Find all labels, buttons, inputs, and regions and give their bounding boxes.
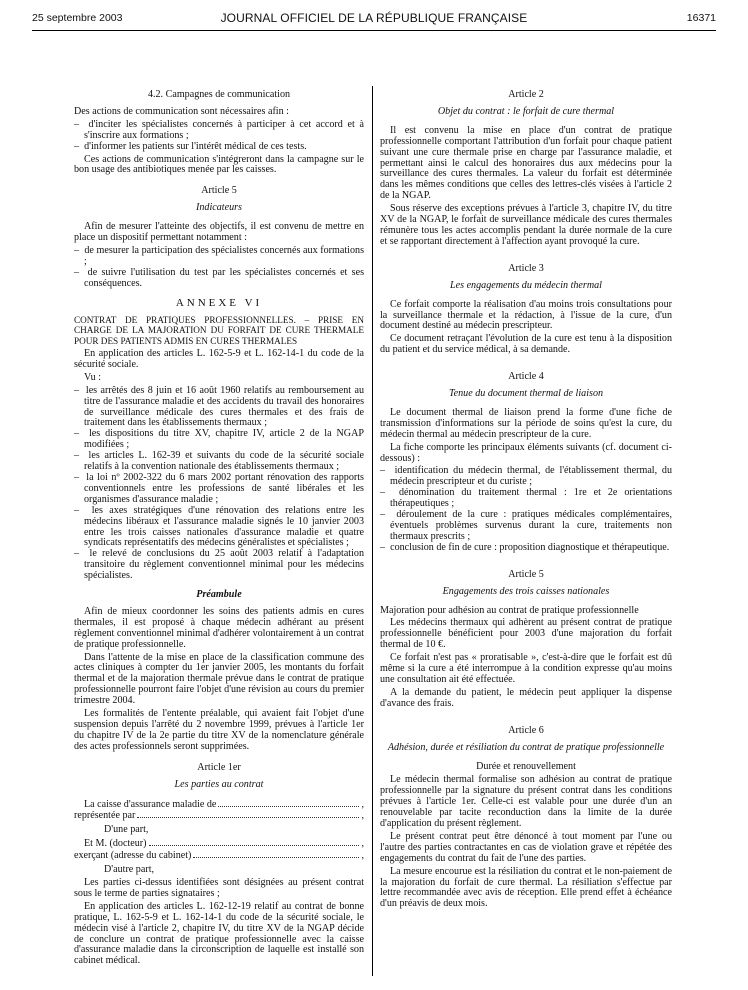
- annex-title: ANNEXE VI: [175, 296, 263, 309]
- header-rule: [32, 30, 716, 31]
- paragraph: A la demande du patient, le médecin peut appliquer la dispense d'avance des frais.: [380, 686, 672, 709]
- paragraph: En application des articles L. 162-12-19 relatif au contrat de bonne pratique, L. 162-5-9 et L. 162-14-1 du code de la sécurité sociale, le médecin visé à l'article 2, chapitre IV, du titre XV de la NGAP décide de conclure un contrat de pratique professionnelle avec la caisse d'assurance maladie dans la circonscription de laquelle est installé son cabinet médical.: [74, 900, 364, 967]
- paragraph: La mesure encourue est la résiliation du contrat et le non-paiement de la majoration du forfait de cure thermal. La résiliation s'effectue par lettre recommandée avec avis de réception. Elle prend effet à échéance d'un préavis de deux mois.: [380, 865, 672, 910]
- paragraph: Afin de mieux coordonner les soins des patients admis en cures thermales, il est proposé à chaque médecin adhérant au présent règlement conventionnel minimal d'adhérer volontairement à un contrat de pratique professionnelle.: [74, 605, 364, 650]
- list-item: – les arrêtés des 8 juin et 16 août 1960 relatifs au remboursement au titre de l'assurance maladie et des accidents du travail des honoraires de surveillance médicale des cures thermales et des frais de traitement dans les établissements thermaux ;: [74, 386, 364, 430]
- list-item: – le relevé de conclusions du 25 août 2003 relatif à l'adaptation transitoire du règlement conventionnel minimal pour les médecins spécialistes.: [74, 549, 364, 582]
- form-line-docteur: Et M. (docteur) ,: [74, 838, 364, 850]
- list-item: – conclusion de fin de cure : proposition diagnostique et thérapeutique.: [380, 543, 672, 554]
- bullet-list: [74, 386, 364, 582]
- left-column: [74, 90, 364, 969]
- list-item: – de suivre l'utilisation du test par les spécialistes concernés et ses conséquences.: [74, 268, 364, 290]
- paragraph: Des actions de communication sont nécessaires afin :: [74, 105, 289, 117]
- column-divider: [372, 86, 373, 976]
- article-title: Article 4: [508, 371, 544, 383]
- section-heading: 4.2. Campagnes de communication: [147, 89, 291, 100]
- preambule-title: Préambule: [196, 589, 242, 601]
- party-label: D'autre part,: [104, 864, 155, 876]
- bullet-list: [74, 120, 364, 153]
- list-item: – déroulement de la cure : pratiques médicales complémentaires, éventuels problèmes survenus durant la cure, traitements non thermaux prescrits ;: [380, 510, 672, 543]
- form-label: exerçant (adresse du cabinet): [74, 850, 192, 862]
- list-item: – d'inciter les spécialistes concernés à participer à cet accord et à s'inscrire aux formations ;: [74, 120, 364, 142]
- article-title: Article 1er: [197, 761, 241, 773]
- paragraph: Les parties ci-dessus identifiées sont désignées au présent contrat sous le terme de parties signataires ;: [74, 876, 364, 899]
- list-item: – d'informer les patients sur l'intérêt médical de ces tests.: [74, 142, 364, 153]
- paragraph: La fiche comporte les principaux éléments suivants (cf. document ci-dessous) :: [380, 441, 672, 464]
- article-subtitle: Objet du contrat : le forfait de cure thermal: [437, 105, 615, 117]
- article-subtitle: Les engagements du médecin thermal: [450, 279, 602, 291]
- annex-caption: CONTRAT DE PRATIQUES PROFESSIONNELLES. – PRISE EN CHARGE DE LA MAJORATION DU FORFAIT DE CURE THERMALE POUR DES PATIENTS ADMIS EN CURES THERMALES: [74, 314, 364, 346]
- header-date: 25 septembre 2003: [32, 12, 123, 24]
- form-label: Et M. (docteur): [84, 838, 147, 850]
- fill-in-line: [193, 850, 359, 858]
- list-item: – dénomination du traitement thermal : 1re et 2e orientations thérapeutiques ;: [380, 488, 672, 510]
- party-label: D'une part,: [104, 824, 149, 836]
- article-subtitle: Les parties au contrat: [174, 778, 264, 790]
- fill-in-line: [218, 799, 359, 807]
- header-journal-title: JOURNAL OFFICIEL DE LA RÉPUBLIQUE FRANÇAISE: [220, 11, 528, 25]
- paragraph: Le médecin thermal formalise son adhésion au contrat de pratique professionnelle par la signature du présent contrat dans les conditions prévues à l'article 1er. Celle-ci est valable pour une durée d'un an renouvelable par tacite reconduction dans la limite de la durée d'application du présent règlement.: [380, 774, 672, 830]
- form-line-adresse: exerçant (adresse du cabinet) ,: [74, 850, 364, 862]
- form-label: La caisse d'assurance maladie de: [84, 798, 217, 810]
- paragraph: Le document thermal de liaison prend la forme d'une fiche de transmission d'informations sur la période de soins qu'est la cure, du médecin thermal au médecin prescripteur de la cure.: [380, 406, 672, 440]
- list-item: – les dispositions du titre XV, chapitre IV, article 2 de la NGAP modifiées ;: [74, 429, 364, 451]
- paragraph: Les formalités de l'entente préalable, qui avaient fait l'objet d'une suspension depuis l'arrêté du 2 novembre 1999, prévues à l'article 1er du chapitre IV de la 2e partie du titre XV de la nomenclature générale des actes professionnels seront supprimées.: [74, 708, 364, 752]
- list-item: – les axes stratégiques d'une rénovation des relations entre les médecins libéraux et l'assurance maladie signés le 10 janvier 2003 entre les trois caisses nationales d'assurance maladie et quatre syndicats représentatifs des médecins généralistes et spécialistes ;: [74, 506, 364, 550]
- article-title: Article 3: [508, 262, 544, 274]
- article-title: Article 5: [508, 568, 544, 580]
- vu-label: Vu :: [84, 371, 102, 383]
- fill-in-line: [149, 838, 360, 846]
- article-subtitle: Tenue du document thermal de liaison: [448, 388, 604, 400]
- paragraph: Ces actions de communication s'intégreront dans la campagne sur le bon usage des antibiotiques menée par les caisses.: [74, 153, 364, 176]
- paragraph: Ce forfait comporte la réalisation d'au moins trois consultations pour la surveillance thermale et la rédaction, à l'issue de la cure, d'un document destiné au médecin prescripteur.: [380, 298, 672, 332]
- bullet-list: [74, 246, 364, 290]
- paragraph: Les médecins thermaux qui adhèrent au présent contrat de pratique professionnelle bénéficient pour 2003 d'une majoration du forfait thermal de 10 €.: [380, 617, 672, 651]
- right-column: [380, 90, 672, 912]
- sub-heading: Durée et renouvellement: [476, 760, 576, 772]
- fill-in-line: [137, 810, 359, 818]
- paragraph: Dans l'attente de la mise en place de la classification commune des actes cliniques à compter du 1er janvier 2005, les montants du forfait thermal et de la majoration thermale prévue dans le contrat de pratique professionnelle pourront faire l'objet d'une révision au cours du premier trimestre 2004.: [74, 651, 364, 707]
- form-line-represente: représentée par ,: [74, 810, 364, 822]
- bullet-list: [380, 466, 672, 553]
- article-subtitle: Indicateurs: [196, 202, 242, 214]
- paragraph: En application des articles L. 162-5-9 et L. 162-14-1 du code de la sécurité sociale.: [74, 348, 364, 370]
- page-header: [32, 12, 716, 28]
- paragraph: Le présent contrat peut être dénoncé à tout moment par l'une ou l'autre des parties contractantes en cas de violation grave et répétée des engagements du contrat du fait de l'une des parties.: [380, 830, 672, 864]
- paragraph: Afin de mesurer l'atteinte des objectifs, il est convenu de mettre en place un dispositif permettant notamment :: [74, 221, 364, 244]
- paragraph: Il est convenu la mise en place d'un contrat de pratique professionnelle comportant l'attribution d'un forfait pour chaque patient suivant une cure thermale prise en charge par l'assurance maladie, et permettant ainsi le calcul des honoraires dus aux médecins pour la surveillance des cures thermales. La valeur du forfait est déterminée dans les mêmes conditions que celles des lettres-clés visées à l'article 2 de la NGAP.: [380, 124, 672, 202]
- form-label: représentée par: [74, 810, 136, 822]
- paragraph: Ce forfait n'est pas « proratisable », c'est-à-dire que le forfait est dû même si la cure a été interrompue à la condition expresse qu'au moins une consultation ait été effectuée.: [380, 652, 672, 685]
- article-title: Article 2: [508, 89, 544, 100]
- paragraph: Majoration pour adhésion au contrat de pratique professionnelle: [380, 604, 639, 616]
- article-subtitle: Adhésion, durée et résiliation du contrat de pratique professionnelle: [387, 741, 665, 753]
- paragraph: Sous réserve des exceptions prévues à l'article 3, chapitre IV, du titre XV de la NGAP, le forfait de surveillance médicale des cures thermales rémunère tous les actes accomplis pendant la durée normale de la cure et se rapportant directement à l'affection ayant provoqué la cure.: [380, 203, 672, 247]
- article-subtitle: Engagements des trois caisses nationales: [442, 585, 610, 597]
- list-item: – la loi nº 2002-322 du 6 mars 2002 portant rénovation des rapports conventionnels entre les professions de santé libérales et les organismes d'assurance maladie ;: [74, 473, 364, 506]
- article-title: Article 6: [508, 724, 544, 736]
- list-item: – de mesurer la participation des spécialistes concernés aux formations ;: [74, 246, 364, 268]
- list-item: – identification du médecin thermal, de l'établissement thermal, du médecin prescripteur et du curiste ;: [380, 466, 672, 488]
- header-page-number: 16371: [686, 12, 716, 24]
- article-title: Article 5: [201, 185, 237, 197]
- list-item: – les articles L. 162-39 et suivants du code de la sécurité sociale relatifs à la convention nationale des établissements thermaux ;: [74, 451, 364, 473]
- form-line-caisse: La caisse d'assurance maladie de ,: [74, 799, 364, 811]
- paragraph: Ce document retraçant l'évolution de la cure est tenu à la disposition du patient et du service médical, à sa demande.: [380, 333, 672, 356]
